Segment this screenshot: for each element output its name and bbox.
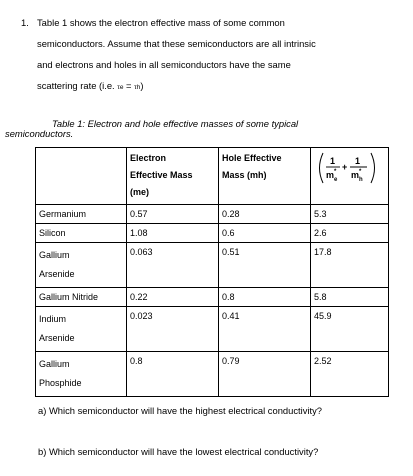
formula-left-paren — [320, 153, 324, 183]
question-line-1: Table 1 shows the electron effective mass of some common — [37, 17, 285, 28]
header-electron-line-3: (me) — [130, 187, 150, 197]
header-hole-line-1: Hole Effective — [222, 153, 282, 163]
material-cell — [36, 307, 127, 352]
tau-h: τh — [134, 84, 141, 91]
hole-mass-cell: 0.6 — [219, 224, 311, 243]
formula-right-paren — [371, 153, 375, 183]
header-hole-line-2: Mass (mh) — [222, 170, 267, 180]
formula-den-2: m — [351, 170, 360, 180]
formula-den-2-sub: h — [359, 177, 363, 183]
material-line-2: Arsenide — [39, 269, 75, 279]
electron-mass-cell: 0.57 — [127, 205, 219, 224]
material-line-2: Arsenide — [39, 333, 75, 343]
table-row — [36, 352, 389, 397]
formula-den-1-sub: e — [334, 177, 338, 183]
material-line-2: Phosphide — [39, 378, 82, 388]
header-electron-line-1: Electron — [130, 153, 167, 163]
table-row — [36, 205, 389, 224]
table-row — [36, 243, 389, 288]
electron-mass-cell: 0.023 — [127, 307, 219, 352]
tau-e: τe — [117, 84, 124, 91]
formula-num-2: 1 — [355, 156, 361, 166]
question-part-b: b) Which semiconductor will have the lowest electrical conductivity? — [38, 446, 319, 457]
question-part-a: a) Which semiconductor will have the highest electrical conductivity? — [38, 405, 322, 416]
electron-mass-cell: 0.22 — [127, 288, 219, 307]
header-electron-mass — [127, 148, 219, 205]
inverse-sum-cell: 2.52 — [311, 352, 389, 397]
material-line-1: Gallium — [39, 250, 70, 260]
question-line-3: and electrons and holes in all semiconductors have the same — [37, 59, 291, 70]
hole-mass-cell: 0.41 — [219, 307, 311, 352]
material-cell — [36, 352, 127, 397]
header-hole-mass — [219, 148, 311, 205]
table-row — [36, 224, 389, 243]
question-line-2: semiconductors. Assume that these semiconductors are all intrinsic — [37, 38, 316, 49]
table-caption-line-2: semiconductors. — [5, 128, 74, 139]
inverse-sum-cell: 2.6 — [311, 224, 389, 243]
formula-den-1: m — [326, 170, 335, 180]
formula-num-1: 1 — [330, 156, 336, 166]
equals-sign: = — [123, 80, 135, 91]
question-number: 1. — [21, 17, 29, 28]
electron-mass-cell: 1.08 — [127, 224, 219, 243]
inverse-sum-cell: 5.8 — [311, 288, 389, 307]
inverse-sum-cell: 5.3 — [311, 205, 389, 224]
hole-mass-cell: 0.8 — [219, 288, 311, 307]
material-line-1: Gallium — [39, 359, 70, 369]
header-material-cell — [36, 148, 127, 205]
material-cell: Silicon — [36, 224, 127, 243]
table-row — [36, 307, 389, 352]
effective-mass-table — [35, 147, 389, 397]
formula-den-1-sup: * — [334, 169, 337, 175]
material-line-1: Indium — [39, 314, 67, 324]
hole-mass-cell: 0.51 — [219, 243, 311, 288]
header-electron-line-2: Effective Mass — [130, 170, 193, 180]
formula-plus: + — [342, 162, 348, 172]
inverse-sum-cell: 45.9 — [311, 307, 389, 352]
inverse-mass-sum-formula — [315, 150, 379, 186]
material-cell — [36, 243, 127, 288]
question-line-4-text: scattering rate (i.e. — [37, 80, 118, 91]
header-expression — [311, 148, 389, 205]
table-header-row — [36, 148, 389, 205]
close-paren: ) — [140, 80, 144, 91]
hole-mass-cell: 0.79 — [219, 352, 311, 397]
formula-den-2-sup: * — [359, 169, 362, 175]
question-line-4 — [37, 80, 143, 91]
material-cell: Gallium Nitride — [36, 288, 127, 307]
material-cell: Germanium — [36, 205, 127, 224]
electron-mass-cell: 0.8 — [127, 352, 219, 397]
table-caption-line-1: Table 1: Electron and hole effective masses of some typical — [52, 118, 299, 129]
electron-mass-cell: 0.063 — [127, 243, 219, 288]
table-row — [36, 288, 389, 307]
hole-mass-cell: 0.28 — [219, 205, 311, 224]
inverse-sum-cell: 17.8 — [311, 243, 389, 288]
